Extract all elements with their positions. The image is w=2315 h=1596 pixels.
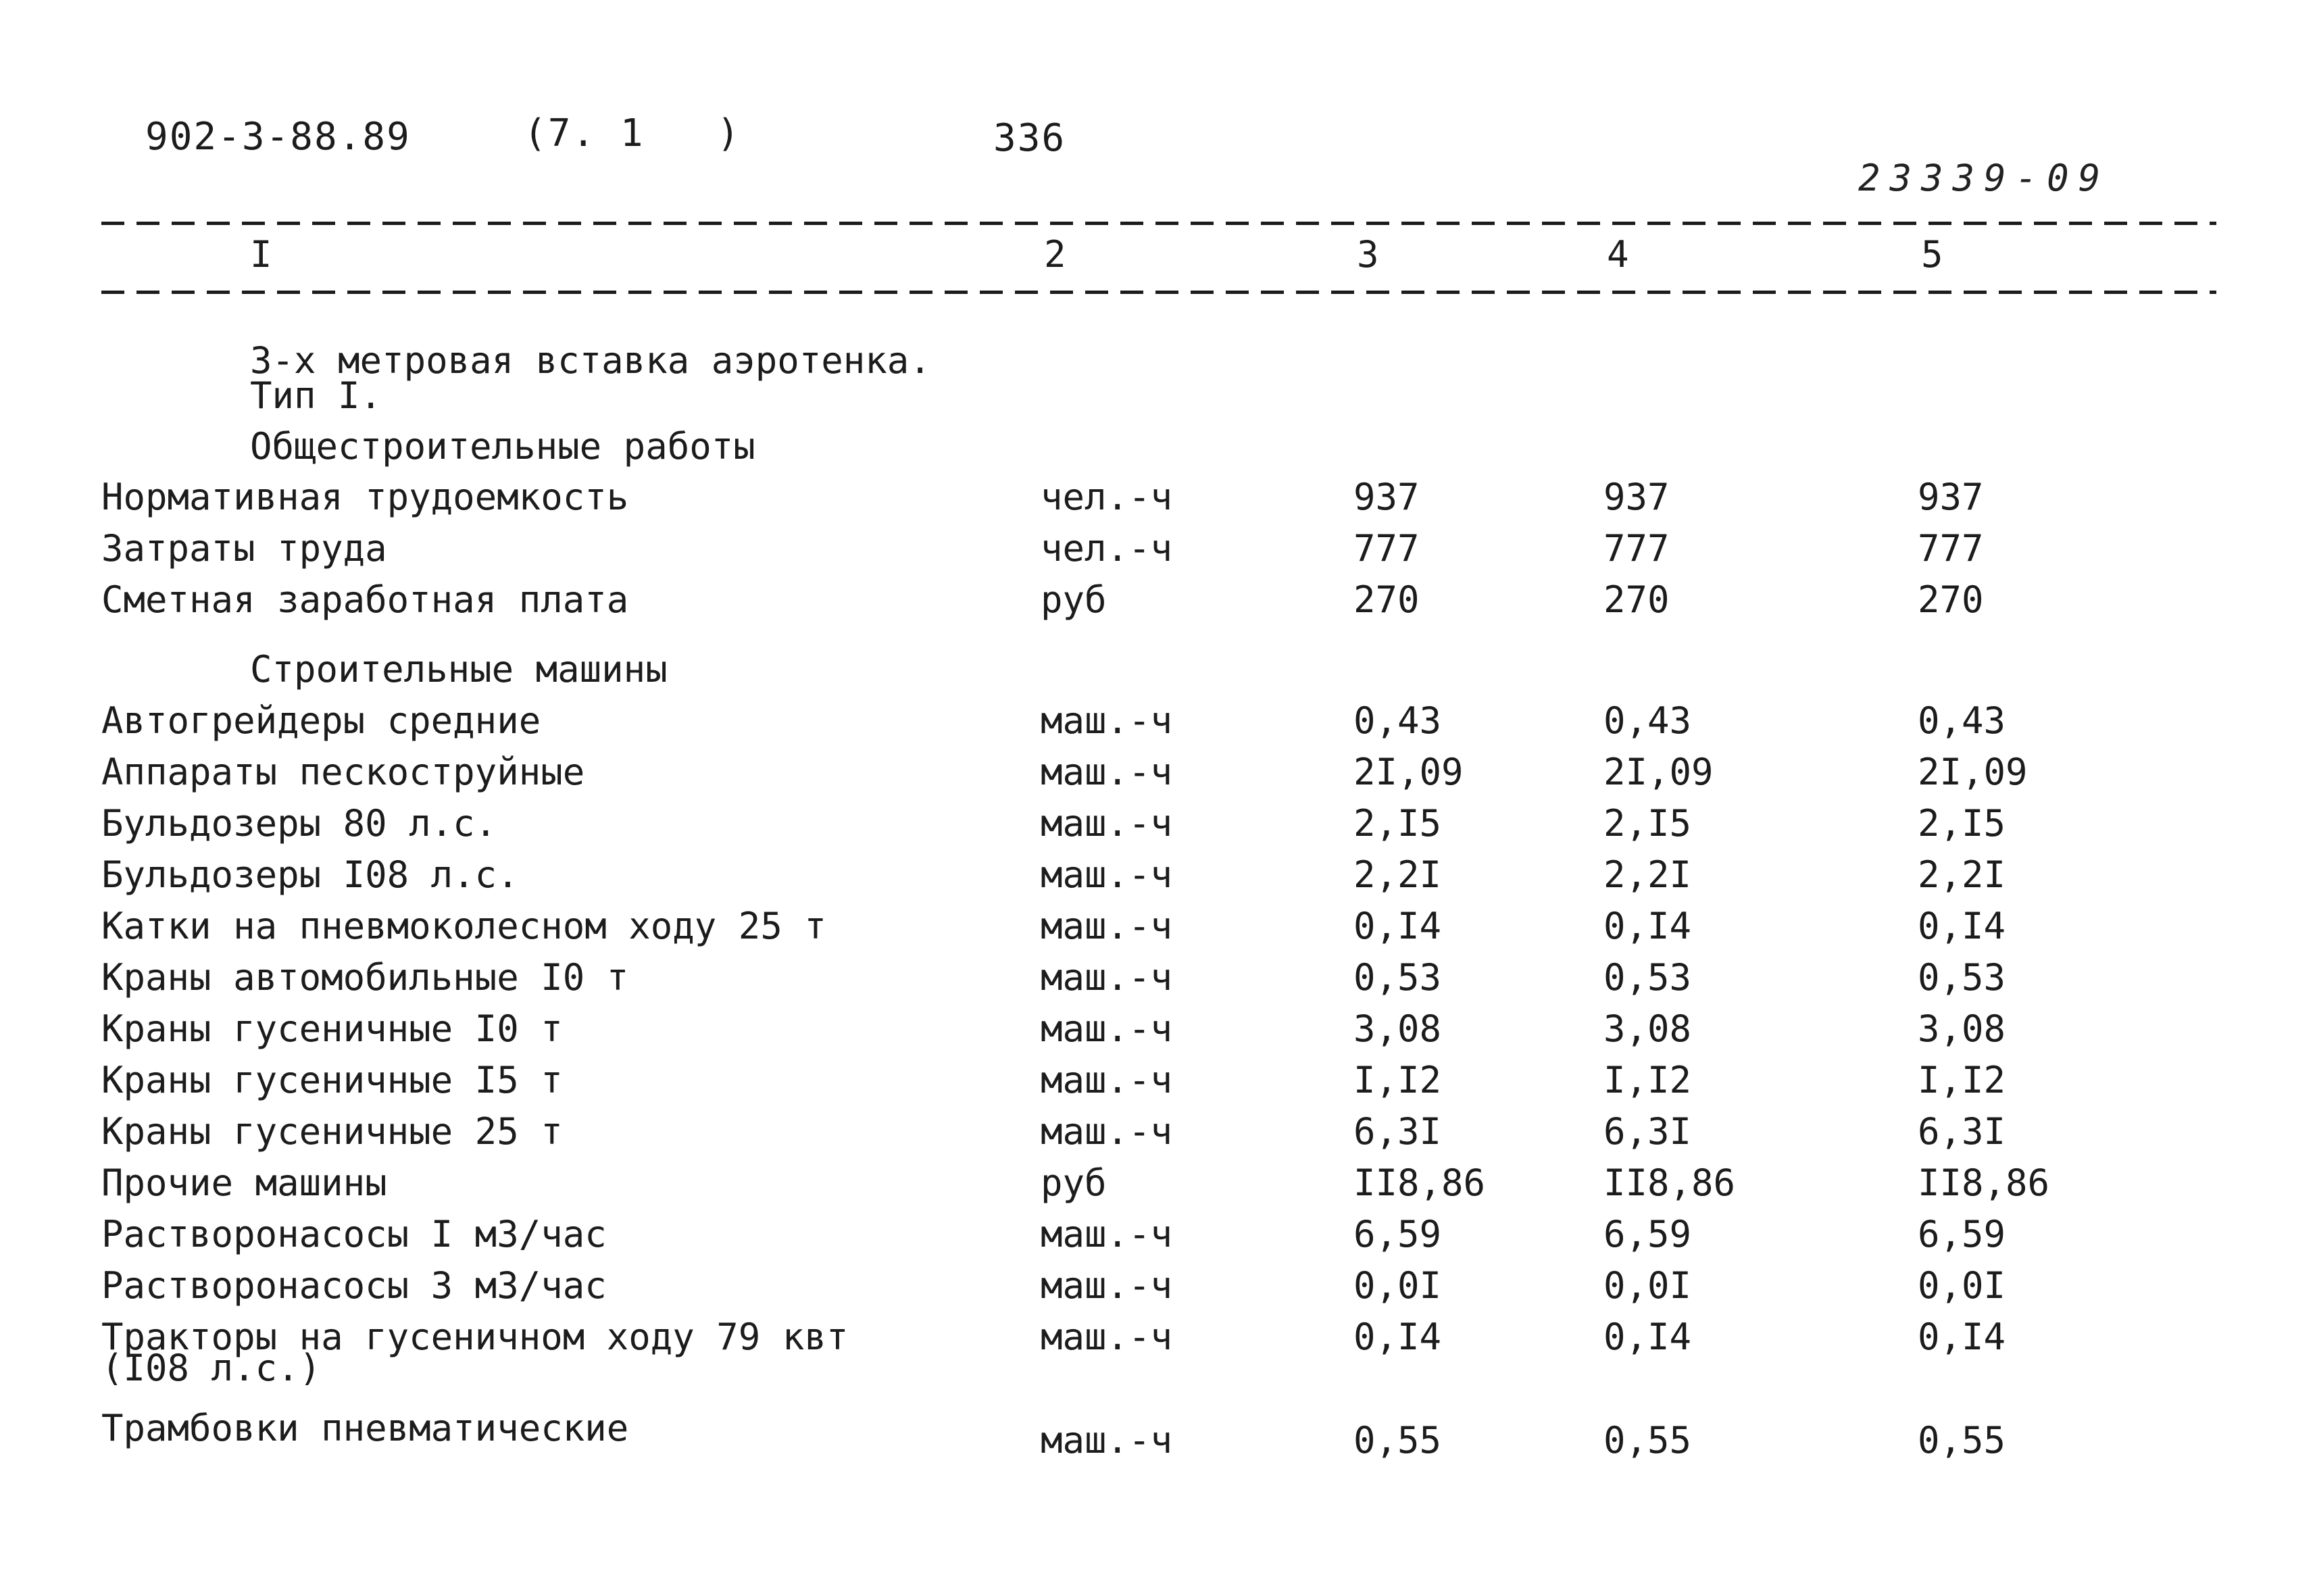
row-value-col5: 6,59 (1918, 1213, 2006, 1255)
row-name: Сметная заработная плата (101, 578, 629, 621)
row-value-col4: 270 (1603, 578, 1670, 621)
row-value-col5: 2,I5 (1918, 802, 2006, 845)
row-value-col5: 0,55 (1918, 1419, 2006, 1462)
row-value-col3: 0,I4 (1353, 905, 1442, 947)
table-row (0, 699, 2315, 751)
column-header-1: I (250, 233, 272, 276)
row-value-col5: I,I2 (1918, 1059, 2006, 1101)
row-value-col4: 3,08 (1603, 1007, 1692, 1050)
row-value-col4: 2,2I (1603, 853, 1692, 896)
row-value-col3: II8,86 (1353, 1162, 1486, 1204)
table-row (0, 1059, 2315, 1110)
row-unit: маш.-ч (1041, 1007, 1173, 1050)
row-value-col3: 2,2I (1353, 853, 1442, 896)
row-unit: маш.-ч (1041, 699, 1173, 742)
row-unit: маш.-ч (1041, 956, 1173, 999)
table-row (0, 853, 2315, 905)
table-row (0, 1316, 2315, 1394)
page-number: 336 (993, 116, 1066, 160)
row-unit: маш.-ч (1041, 802, 1173, 845)
row-value-col3: 6,59 (1353, 1213, 1442, 1255)
row-value-col5: 777 (1918, 527, 1984, 570)
row-value-col4: 2,I5 (1603, 802, 1692, 845)
table-row (0, 1407, 2315, 1472)
row-value-col3: 0,43 (1353, 699, 1442, 742)
row-value-col4: 777 (1603, 527, 1670, 570)
table-row (0, 1110, 2315, 1162)
row-name-continuation: (I08 л.с.) (101, 1347, 322, 1389)
table-row (0, 751, 2315, 802)
table-row (0, 1007, 2315, 1059)
column-header-4: 4 (1607, 233, 1629, 276)
row-value-col5: 270 (1918, 578, 1984, 621)
row-name: Трамбовки пневматические (101, 1407, 629, 1449)
row-value-col5: 0,I4 (1918, 1316, 2006, 1358)
row-value-col3: 777 (1353, 527, 1420, 570)
row-value-col4: 0,53 (1603, 956, 1692, 999)
row-value-col4: 0,I4 (1603, 905, 1692, 947)
row-name: Прочие машины (101, 1162, 387, 1204)
table-row (0, 1264, 2315, 1316)
row-name: Краны гусеничные 25 т (101, 1110, 563, 1153)
inventory-number: 23339-09 (1858, 157, 2110, 199)
row-value-col4: 937 (1603, 476, 1670, 518)
row-unit: руб (1041, 578, 1107, 621)
row-unit: чел.-ч (1041, 476, 1173, 518)
document-code: 902-3-88.89 (145, 115, 411, 159)
row-value-col4: 0,I4 (1603, 1316, 1692, 1358)
table-title-line-1: 3-х метровая вставка аэротенка. (250, 339, 931, 382)
row-value-col3: 270 (1353, 578, 1420, 621)
row-value-col5: 0,0I (1918, 1264, 2006, 1307)
row-name: Краны гусеничные I0 т (101, 1007, 563, 1050)
row-value-col4: 0,55 (1603, 1419, 1692, 1462)
column-header-2: 2 (1044, 233, 1066, 276)
row-unit: маш.-ч (1041, 1419, 1173, 1462)
row-value-col5: 3,08 (1918, 1007, 2006, 1050)
table-row (0, 527, 2315, 578)
row-unit: маш.-ч (1041, 1059, 1173, 1101)
row-value-col3: 937 (1353, 476, 1420, 518)
row-value-col5: 937 (1918, 476, 1984, 518)
table-row (0, 802, 2315, 853)
row-value-col4: 0,43 (1603, 699, 1692, 742)
table-row (0, 578, 2315, 630)
row-name: Нормативная трудоемкость (101, 476, 629, 518)
table-row (0, 905, 2315, 956)
row-name: Краны автомобильные I0 т (101, 956, 629, 999)
row-value-col4: I,I2 (1603, 1059, 1692, 1101)
row-value-col3: 0,53 (1353, 956, 1442, 999)
table-top-rule (101, 222, 2216, 225)
row-value-col5: 6,3I (1918, 1110, 2006, 1153)
row-name: Бульдозеры I08 л.с. (101, 853, 519, 896)
row-unit: маш.-ч (1041, 853, 1173, 896)
row-value-col3: 6,3I (1353, 1110, 1442, 1153)
table-row (0, 1162, 2315, 1213)
row-value-col4: II8,86 (1603, 1162, 1736, 1204)
row-value-col5: 2I,09 (1918, 751, 2028, 793)
row-name: Аппараты пескоструйные (101, 751, 585, 793)
row-value-col4: 6,3I (1603, 1110, 1692, 1153)
row-name: Катки на пневмоколесном ходу 25 т (101, 905, 826, 947)
row-unit: маш.-ч (1041, 905, 1173, 947)
row-unit: маш.-ч (1041, 751, 1173, 793)
row-name: Затраты труда (101, 527, 387, 570)
row-unit: руб (1041, 1162, 1107, 1204)
row-value-col5: 2,2I (1918, 853, 2006, 896)
row-value-col5: II8,86 (1918, 1162, 2050, 1204)
row-value-col3: I,I2 (1353, 1059, 1442, 1101)
row-unit: маш.-ч (1041, 1213, 1173, 1255)
table-header-rule (101, 291, 2216, 294)
table-row (0, 476, 2315, 527)
section-number: (7. 1 ) (524, 111, 741, 155)
row-value-col3: 0,55 (1353, 1419, 1442, 1462)
column-header-5: 5 (1921, 233, 1943, 276)
row-name: Бульдозеры 80 л.с. (101, 802, 497, 845)
row-value-col3: 2I,09 (1353, 751, 1464, 793)
row-value-col5: 0,I4 (1918, 905, 2006, 947)
row-name: Растворонасосы 3 м3/час (101, 1264, 607, 1307)
row-name: Растворонасосы I м3/час (101, 1213, 607, 1255)
row-value-col4: 2I,09 (1603, 751, 1714, 793)
row-value-col3: 3,08 (1353, 1007, 1442, 1050)
row-name: Автогрейдеры средние (101, 699, 541, 742)
row-unit: чел.-ч (1041, 527, 1173, 570)
row-value-col4: 0,0I (1603, 1264, 1692, 1307)
row-value-col4: 6,59 (1603, 1213, 1692, 1255)
row-unit: маш.-ч (1041, 1264, 1173, 1307)
row-value-col3: 0,0I (1353, 1264, 1442, 1307)
row-name: Тракторы на гусеничном ходу 79 квт (101, 1316, 849, 1358)
row-value-col3: 0,I4 (1353, 1316, 1442, 1358)
column-header-3: 3 (1357, 233, 1379, 276)
section-heading-general-construction: Общестроительные работы (250, 425, 755, 468)
table-row (0, 956, 2315, 1007)
row-unit: маш.-ч (1041, 1110, 1173, 1153)
row-value-col3: 2,I5 (1353, 802, 1442, 845)
row-unit: маш.-ч (1041, 1316, 1173, 1358)
row-name: Краны гусеничные I5 т (101, 1059, 563, 1101)
table-title-line-2: Тип I. (250, 374, 382, 417)
row-value-col5: 0,53 (1918, 956, 2006, 999)
row-value-col5: 0,43 (1918, 699, 2006, 742)
table-row (0, 1213, 2315, 1264)
section-heading-construction-machines: Строительные машины (250, 648, 668, 691)
